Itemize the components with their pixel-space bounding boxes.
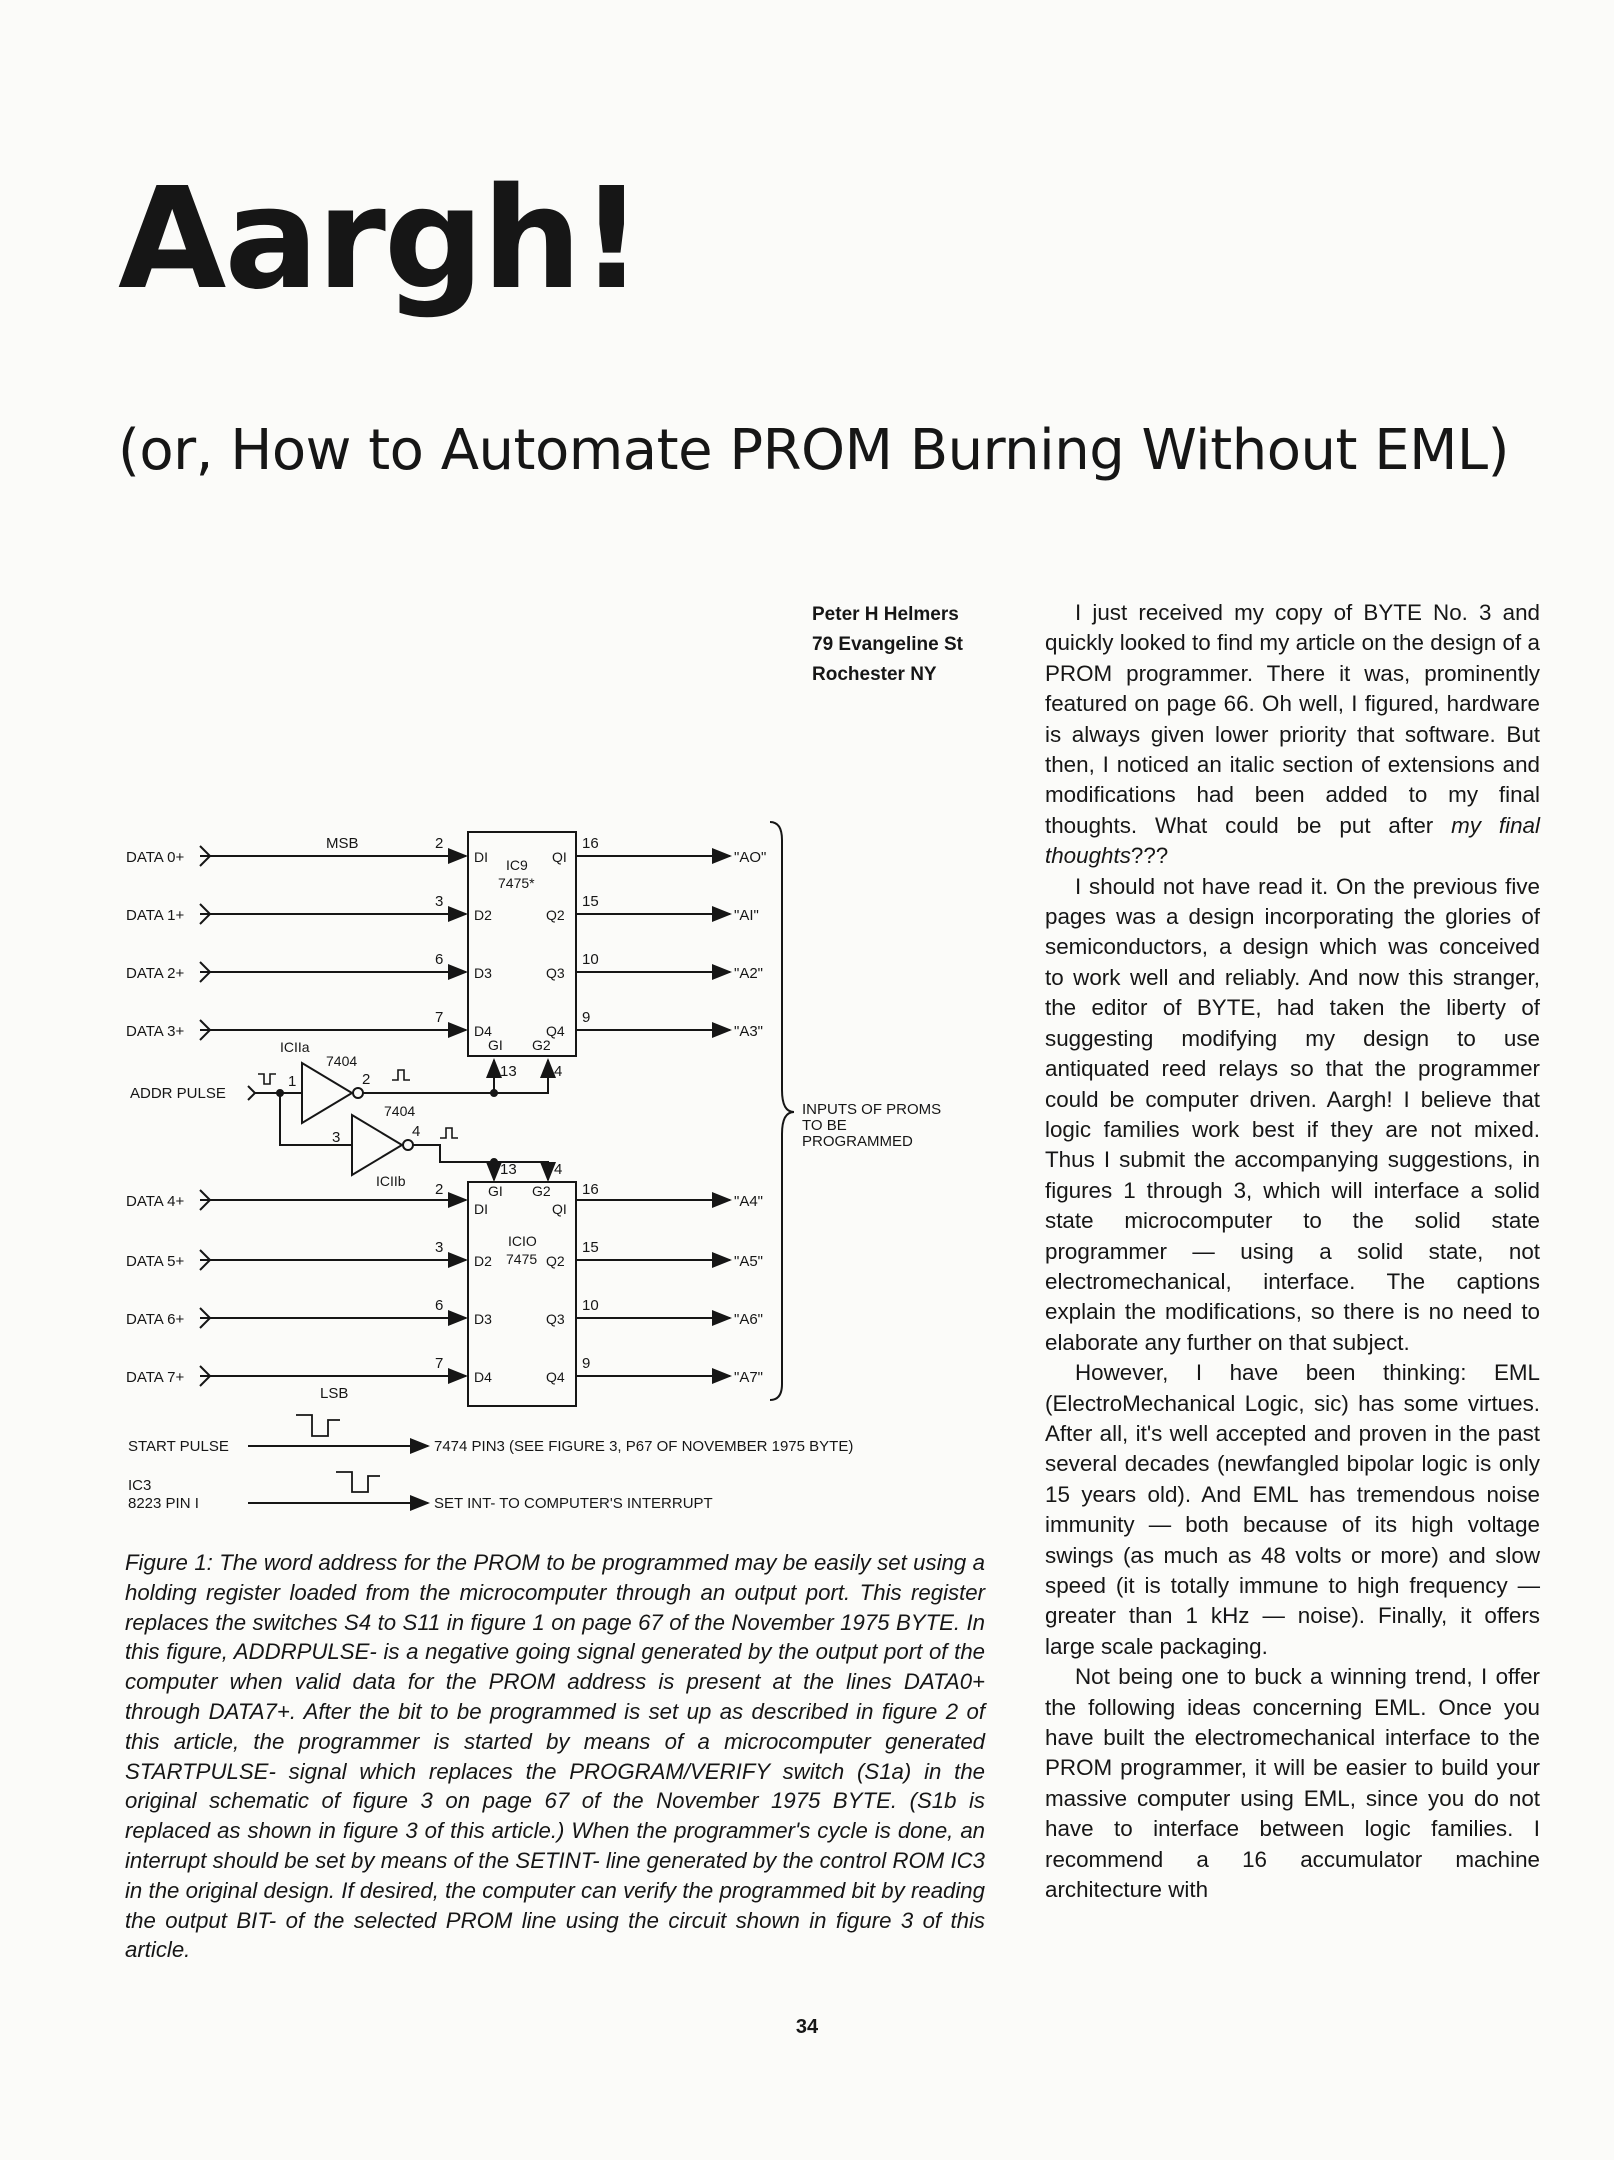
ic10-pin-d1: 2 <box>435 1181 444 1198</box>
ic9-d2-label: D2 <box>474 907 492 923</box>
inv-a-pin-in: 1 <box>288 1073 297 1090</box>
brace-label-line1: INPUTS OF PROMS <box>802 1101 942 1118</box>
input-label-data7: DATA 7+ <box>126 1369 185 1386</box>
start-pulse-label: START PULSE <box>128 1438 229 1455</box>
ic11b-type: 7404 <box>384 1103 416 1119</box>
article-paragraph-1 <box>1045 598 1540 872</box>
ic3-target: SET INT- TO COMPUTER'S INTERRUPT <box>434 1495 713 1512</box>
ic9-d4-label: D4 <box>474 1023 492 1039</box>
lsb-label: LSB <box>320 1385 349 1402</box>
ic9-q3-label: Q3 <box>546 965 565 981</box>
ic10-q2-label: Q2 <box>546 1253 565 1269</box>
figure-1-schematic <box>0 0 1000 1540</box>
page-subtitle: (or, How to Automate PROM Burning Without EML) <box>118 418 1509 483</box>
ic10-pin-q4: 9 <box>582 1355 591 1372</box>
page-title: Aargh! <box>118 158 642 321</box>
figure-caption: Figure 1: The word address for the PROM to be programmed may be easily set using a holding register loaded from the microcomputer through an output port. This register replaces the switches S4 to S11 in figure 1 on page 67 of the November 1975 BYTE. In this figure, ADDRPULSE- is a negative going signal generated by the output port of the computer when valid data for the PROM address is present at the lines DATA0+ through DATA7+. After the bit to be programmed is set up as described in figure 2 of this article, the programmer is started by means of a microcomputer generated STARTPULSE- signal which replaces the PROGRAM/VERIFY switch (S1a) in the original schematic of figure 3 on page 67 of the November 1975 BYTE. (S1b is replaced as shown in figure 3 of this article.) When the programmer's cycle is done, an interrupt should be set by means of the SETINT- line generated by the control ROM IC3 in the original design. If desired, the computer can verify the programmed bit by reading the output BIT- of the selected PROM line using the circuit shown in figure 3 of this article. <box>125 1550 985 1963</box>
ic9-pin-q3: 10 <box>582 951 599 968</box>
ic9-g1-label: GI <box>488 1037 503 1053</box>
ic9-pin-d4: 7 <box>435 1009 444 1026</box>
inv-a-pin-out: 2 <box>362 1071 371 1088</box>
ic9-g2-label: G2 <box>532 1037 551 1053</box>
article-paragraph-2: I should not have read it. On the previous five pages was a design incorporating the glories of semiconductors, a design which was conceived to work well and reliably. And now this stranger, the editor of BYTE, had taken the liberty of suggesting modifying my design to use antiquated reed relays so that the programmer could be computer driven. Aargh! I believe that logic families work best if they are not mixed. Thus I submit the accompanying suggestions, in figures 1 through 3, which will interface a solid state microcomputer to the solid state programmer — using a solid state, not electromechanical, interface. The captions explain the modifications, so there is no need to elaborate any further on that subject. <box>1045 873 1540 1355</box>
ic10-pin-q3: 10 <box>582 1297 599 1314</box>
ic3-label: IC3 <box>128 1477 152 1494</box>
article-p1-text: I just received my copy of BYTE No. 3 and quickly looked to find my article on the design of a PROM programmer. There it was, prominently featured on page 66. Oh well, I figured, hardware is always given lower priority that software. But then, I noticed an italic section of extensions and modifications had been added to my final thoughts. What could be put after <box>1045 600 1540 838</box>
article-p1-end: ??? <box>1130 843 1169 869</box>
ic10-d4-label: D4 <box>474 1369 492 1385</box>
ic9-pin-d2: 3 <box>435 893 444 910</box>
ic9-d1-label: DI <box>474 849 488 865</box>
start-pulse-target: 7474 PIN3 (SEE FIGURE 3, P67 OF NOVEMBER 1975 BYTE) <box>434 1438 854 1455</box>
input-label-data4: DATA 4+ <box>126 1193 185 1210</box>
ic10-q3-label: Q3 <box>546 1311 565 1327</box>
page-number: 34 <box>795 2016 819 2038</box>
ic10-g2-label: G2 <box>532 1183 551 1199</box>
ic10-pin-q1: 16 <box>582 1181 599 1198</box>
input-label-data3: DATA 3+ <box>126 1023 185 1040</box>
ic9-d3-label: D3 <box>474 965 492 981</box>
ic9-q2-label: Q2 <box>546 907 565 923</box>
ic10-pin-g1: 13 <box>500 1161 517 1178</box>
ic9-name: IC9 <box>506 857 528 873</box>
input-label-data2: DATA 2+ <box>126 965 185 982</box>
ic11b-name: ICIIb <box>376 1173 406 1189</box>
ic11a-name: ICIIa <box>280 1039 310 1055</box>
inv-b-pin-in: 3 <box>332 1129 341 1146</box>
ic10-type: 7475 <box>506 1251 538 1267</box>
output-a3: "A3" <box>734 1023 763 1040</box>
ic9-q1-label: QI <box>552 849 567 865</box>
inv-b-pin-out: 4 <box>412 1123 421 1140</box>
output-a4: "A4" <box>734 1193 763 1210</box>
addr-pulse-label: ADDR PULSE <box>130 1085 226 1102</box>
brace-label-line3: PROGRAMMED <box>802 1133 913 1150</box>
ic10-d2-label: D2 <box>474 1253 492 1269</box>
ic9-q4-label: Q4 <box>546 1023 565 1039</box>
input-label-data0: DATA 0+ <box>126 849 185 866</box>
article-paragraph-4: Not being one to buck a winning trend, I offer the following ideas concerning EML. Once you have built the electromechanical interface to the PROM programmer, it will be easier to build your massive computer using EML, since you do not have to interface between logic families. I recommend a 16 accumulator machine architecture with <box>1045 1664 1540 1903</box>
ic9-pin-g2: 4 <box>554 1063 563 1080</box>
output-a1: "AI" <box>734 907 759 924</box>
ic10-pin-g2: 4 <box>554 1161 563 1178</box>
ic10-q4-label: Q4 <box>546 1369 565 1385</box>
output-a5: "A5" <box>734 1253 763 1270</box>
ic11a-type: 7404 <box>326 1053 358 1069</box>
output-a6: "A6" <box>734 1311 763 1328</box>
ic10-q1-label: QI <box>552 1201 567 1217</box>
input-label-data1: DATA 1+ <box>126 907 185 924</box>
input-label-data6: DATA 6+ <box>126 1311 185 1328</box>
output-a0: "AO" <box>734 849 767 866</box>
ic10-pin-q2: 15 <box>582 1239 599 1256</box>
author-city: Rochester NY <box>812 664 937 685</box>
article-body <box>1045 598 1540 1905</box>
brace-label-line2: TO BE <box>802 1117 847 1134</box>
ic10-g1-label: GI <box>488 1183 503 1199</box>
ic9-pin-q2: 15 <box>582 893 599 910</box>
ic9-pin-g1: 13 <box>500 1063 517 1080</box>
ic10-name: ICIO <box>508 1233 537 1249</box>
ic9-type: 7475* <box>498 875 535 891</box>
msb-label: MSB <box>326 835 359 852</box>
ic9-pin-d3: 6 <box>435 951 444 968</box>
ic10-d1-label: DI <box>474 1201 488 1217</box>
article-p1-emphasis: my final thoughts <box>1045 812 1540 869</box>
ic10-pin-d3: 6 <box>435 1297 444 1314</box>
ic3-pin-label: 8223 PIN I <box>128 1495 199 1512</box>
article-paragraph-3: However, I have been thinking: EML (ElectroMechanical Logic, sic) has some virtues. After all, it's well accepted and proven in the past several decades (newfangled bipolar logic is only 15 years old). And EML has tremendous noise immunity — both because of its high voltage swings (as much as 48 volts or more) and slow speed (it is totally immune to high frequency — greater than 1 kHz — noise). Finally, it offers large scale packaging. <box>1045 1360 1540 1659</box>
author-street: 79 Evangeline St <box>812 634 964 655</box>
output-a2: "A2" <box>734 965 763 982</box>
input-label-data5: DATA 5+ <box>126 1253 185 1270</box>
ic10-d3-label: D3 <box>474 1311 492 1327</box>
ic10-pin-d2: 3 <box>435 1239 444 1256</box>
ic9-pin-d1: 2 <box>435 835 444 852</box>
ic9-pin-q1: 16 <box>582 835 599 852</box>
ic10-pin-d4: 7 <box>435 1355 444 1372</box>
output-a7: "A7" <box>734 1369 763 1386</box>
author-name: Peter H Helmers <box>812 604 959 625</box>
ic9-pin-q4: 9 <box>582 1009 591 1026</box>
